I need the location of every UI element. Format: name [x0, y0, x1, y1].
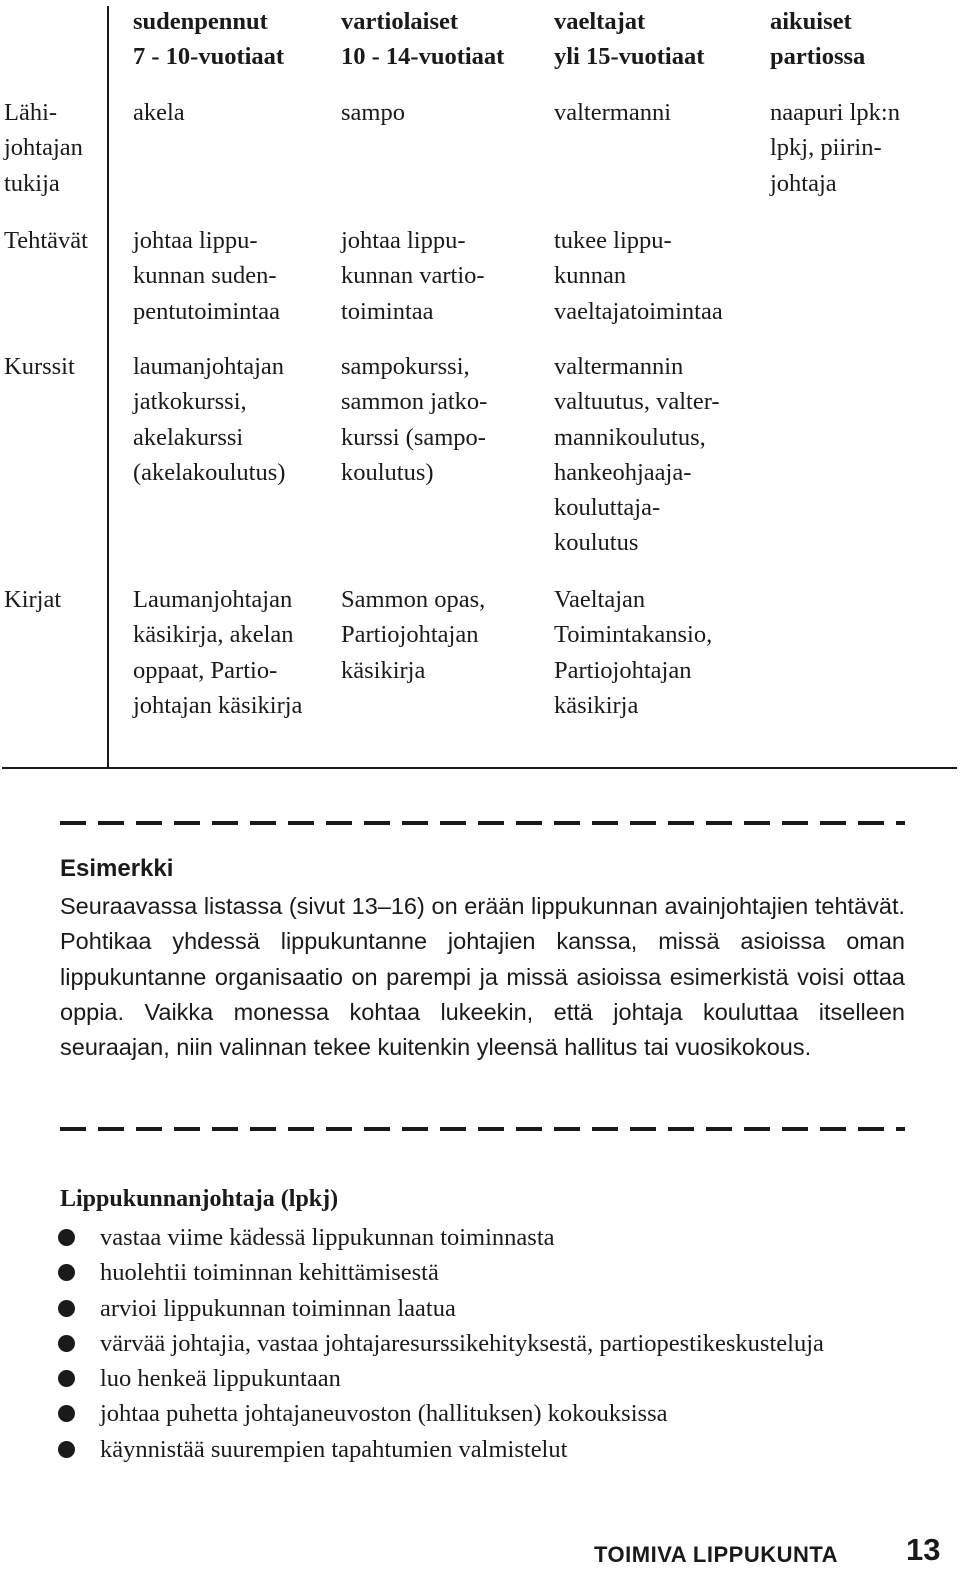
bullet-icon	[58, 1370, 75, 1387]
row-label-kirjat: Kirjat	[4, 586, 62, 613]
example-body: Seuraavassa listassa (sivut 13–16) on erään lippukunnan avainjohtajien tehtävät. Pohtikaa yhdessä lippukuntanne johtajien kanssa, missä asioissa oman lippukuntanne organisaatio on parempi ja missä asioissa esimerkistä voisi ottaa oppia. Vaikka monessa kohtaa lukeekin, että johtaja kouluttaa itselleen seuraajan, niin valinnan tekee kuitenkin yleensä hallitus tai vuosikokous.	[60, 893, 905, 1061]
bullet-icon	[58, 1405, 75, 1422]
lpkj-title: Lippukunnanjohtaja (lpkj)	[60, 1186, 339, 1212]
header-aikuiset: aikuiset partiossa	[770, 8, 866, 71]
dashed-divider-top	[60, 821, 905, 825]
kirjat-vaeltajat: Vaeltajan Toimintakansio, Partiojohtajan käsikirja	[554, 586, 713, 719]
tukija-sudenpennut: akela	[133, 99, 185, 126]
kurssit-sudenpennut: laumanjohtajan jatkokurssi, akelakurssi (akelakoulutus)	[133, 353, 286, 486]
bullet-icon	[58, 1335, 75, 1352]
tehtavat-vartiolaiset: johtaa lippu- kunnan vartio- toimintaa	[341, 227, 485, 325]
header-sudenpennut: sudenpennut 7 - 10-vuotiaat	[133, 8, 285, 71]
tukija-vaeltajat: valtermanni	[554, 99, 672, 126]
header-vaeltajat: vaeltajat yli 15-vuotiaat	[554, 8, 705, 71]
bullet-icon	[58, 1441, 75, 1458]
tukija-aikuiset: naapuri lpk:n lpkj, piirin- johtaja	[770, 99, 900, 197]
row-label-tukija: Lähi- johtajan tukija	[4, 99, 83, 197]
example-title: Esimerkki	[60, 855, 174, 882]
tehtavat-sudenpennut: johtaa lippu- kunnan suden- pentutoimintaa	[133, 227, 280, 325]
row-label-kurssit: Kurssit	[4, 353, 75, 380]
tukija-vartiolaiset: sampo	[341, 99, 405, 126]
bullet-icon	[58, 1229, 75, 1246]
page-number: 13	[906, 1532, 941, 1567]
bullet-icon	[58, 1300, 75, 1317]
kurssit-vartiolaiset: sampokurssi, sammon jatko- kurssi (sampo- koulutus)	[341, 353, 488, 486]
header-vartiolaiset: vartiolaiset 10 - 14-vuotiaat	[341, 8, 505, 71]
table-bottom-rule	[2, 767, 957, 769]
running-footer-title: TOIMIVA LIPPUKUNTA	[594, 1542, 839, 1567]
kirjat-vartiolaiset: Sammon opas, Partiojohtajan käsikirja	[341, 586, 486, 684]
kurssit-vaeltajat: valtermannin valtuutus, valter- mannikoulutus, hankeohjaaja- kouluttaja- koulutus	[554, 353, 720, 557]
age-group-table	[0, 0, 960, 770]
bullet-icon	[58, 1264, 75, 1281]
kirjat-sudenpennut: Laumanjohtajan käsikirja, akelan oppaat, Partio- johtajan käsikirja	[133, 586, 303, 719]
row-label-tehtavat: Tehtävät	[4, 227, 88, 254]
table-vertical-rule	[107, 6, 109, 768]
dashed-divider-bottom	[60, 1127, 905, 1131]
tehtavat-vaeltajat: tukee lippu- kunnan vaeltajatoimintaa	[554, 227, 723, 325]
